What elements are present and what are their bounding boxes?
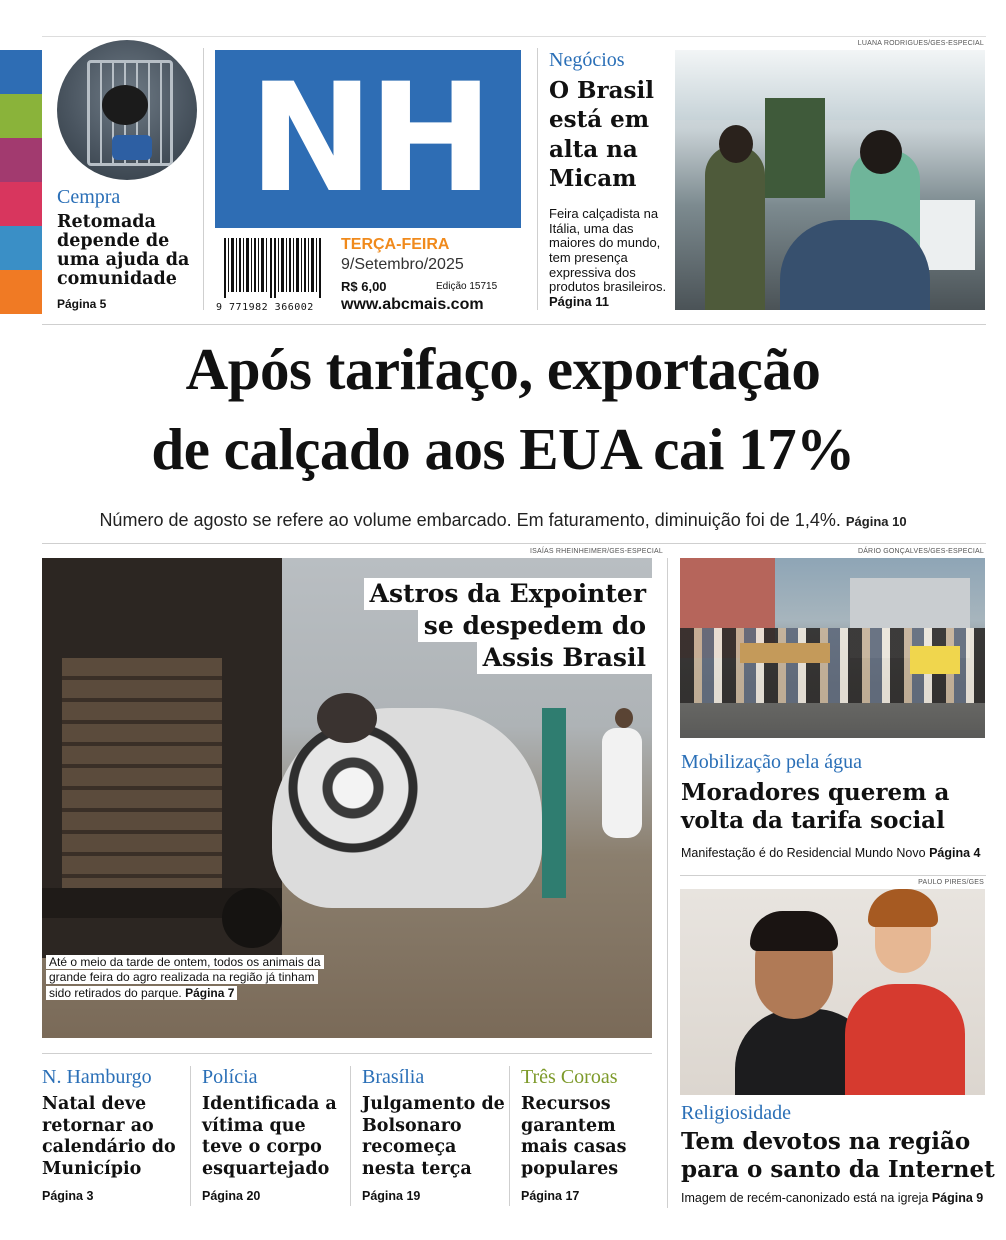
right1-headline-line1: Moradores querem a [681, 779, 950, 806]
cempra-kicker: Cempra [57, 186, 121, 208]
lead-page: Página 10 [845, 514, 907, 529]
main-photo-title-line3: Assis Brasil [477, 642, 652, 674]
right2-photo[interactable] [680, 889, 985, 1095]
micam-page: Página 11 [549, 294, 609, 310]
right2-credit: PAULO PIRES/GES [918, 879, 984, 886]
right2-summary-text: Imagem de recém-canonizado está na igreja [681, 1191, 929, 1205]
main-photo-title-line1: Astros da Expointer [364, 578, 652, 610]
main-photo-page: Página 7 [185, 985, 235, 1000]
cempra-headline[interactable]: Retomada depende de uma ajuda da comunidade [57, 212, 190, 289]
right1-photo[interactable] [680, 558, 985, 738]
right1-summary-text: Manifestação é do Residencial Mundo Novo [681, 846, 926, 860]
divider [190, 1066, 191, 1206]
bottom-page: Página 17 [521, 1188, 580, 1203]
color-swatch-pink [0, 182, 42, 226]
right1-headline-line2: volta da tarifa social [681, 806, 945, 834]
website-link[interactable]: www.abcmais.com [341, 296, 484, 313]
bottom-page: Página 3 [42, 1188, 94, 1203]
bottom-kicker: Três Coroas [521, 1066, 618, 1088]
section-rule [42, 1053, 652, 1054]
main-photo-title[interactable] [364, 578, 652, 674]
bottom-kicker: N. Hamburgo [42, 1066, 152, 1088]
section-rule [42, 543, 986, 544]
caption-line3: sido retirados do parque. [49, 985, 182, 1000]
divider [509, 1066, 510, 1206]
micam-headline[interactable]: O Brasil está em alta na Micam [549, 77, 654, 193]
micam-summary [549, 207, 671, 310]
caption-line2: grande feira do agro realizada na região já tinham [46, 970, 318, 984]
micam-kicker: Negócios [549, 49, 625, 71]
bottom-story-4[interactable] [521, 1066, 651, 1203]
edition-date: 9/Setembro/2025 [341, 256, 464, 273]
right2-headline-line1: Tem devotos na região [681, 1128, 971, 1155]
right2-headline[interactable] [681, 1128, 995, 1183]
right2-page: Página 9 [931, 1191, 984, 1205]
cempra-page: Página 5 [57, 297, 107, 311]
bottom-story-3[interactable] [362, 1066, 508, 1203]
lead-headline-line2[interactable]: de calçado aos EUA cai 17% [151, 416, 855, 482]
bottom-kicker: Brasília [362, 1066, 425, 1088]
color-swatch-orange [0, 270, 42, 314]
bottom-headline: Recursos garantem mais casas populares [521, 1094, 627, 1180]
divider [667, 558, 668, 1208]
caption-line1: Até o meio da tarde de ontem, todos os animais da [46, 955, 324, 969]
right2-summary [681, 1191, 983, 1205]
edition-day: TERÇA-FEIRA [341, 236, 450, 253]
right2-kicker: Religiosidade [681, 1102, 791, 1124]
right2-headline-line2: para o santo da Internet [681, 1155, 995, 1183]
lead-subhead [0, 510, 1006, 531]
right1-summary [681, 846, 981, 860]
bottom-story-2[interactable] [202, 1066, 348, 1203]
divider [350, 1066, 351, 1206]
divider [203, 48, 204, 310]
micam-photo[interactable] [675, 50, 985, 310]
nh-logo[interactable] [215, 50, 521, 228]
color-swatch-purple [0, 138, 42, 182]
logo-text: NH [248, 52, 488, 226]
bottom-story-1[interactable] [42, 1066, 190, 1203]
section-rule [42, 324, 986, 325]
main-photo-caption [46, 955, 324, 1001]
bottom-kicker: Polícia [202, 1066, 258, 1088]
main-photo-credit: ISAÍAS RHEINHEIMER/GES-ESPECIAL [530, 548, 664, 555]
right1-kicker: Mobilização pela água [681, 751, 863, 773]
lead-subhead-text: Número de agosto se refere ao volume embarcado. Em faturamento, diminuição foi de 1,4%. [99, 510, 841, 530]
edition-price: R$ 6,00 [341, 279, 387, 294]
bottom-headline: Natal deve retornar ao calendário do Município [42, 1094, 176, 1180]
color-swatch-green [0, 94, 42, 138]
color-swatch-lightblue [0, 226, 42, 270]
right1-credit: DÁRIO GONÇALVES/GES-ESPECIAL [857, 548, 984, 555]
top-rule [42, 36, 986, 37]
bottom-headline: Julgamento de Bolsonaro recomeça nesta terça [362, 1094, 505, 1180]
barcode-icon [220, 238, 328, 300]
main-photo-title-line2: se despedem do [418, 610, 652, 642]
right1-page: Página 4 [929, 846, 981, 860]
bottom-headline: Identificada a vítima que teve o corpo esquartejado [202, 1094, 337, 1180]
right1-headline[interactable] [681, 779, 949, 834]
lead-headline-line1[interactable]: Após tarifaço, exportação [185, 336, 821, 402]
bottom-page: Página 19 [362, 1188, 421, 1203]
cempra-photo[interactable] [57, 40, 197, 180]
edition-number: Edição 15715 [436, 281, 498, 292]
barcode [220, 238, 328, 300]
bottom-page: Página 20 [202, 1188, 261, 1203]
micam-credit: LUANA RODRIGUES/GES-ESPECIAL [857, 40, 984, 47]
color-swatch-blue [0, 50, 42, 94]
section-rule [680, 875, 986, 876]
divider [537, 48, 538, 310]
caption-line3-wrap [46, 986, 237, 1000]
micam-summary-text: Feira calçadista na Itália, uma das maiores do mundo, tem presença expressiva dos produtos brasileiros. [549, 206, 667, 295]
barcode-number: 9 771982 366002 [216, 302, 314, 313]
